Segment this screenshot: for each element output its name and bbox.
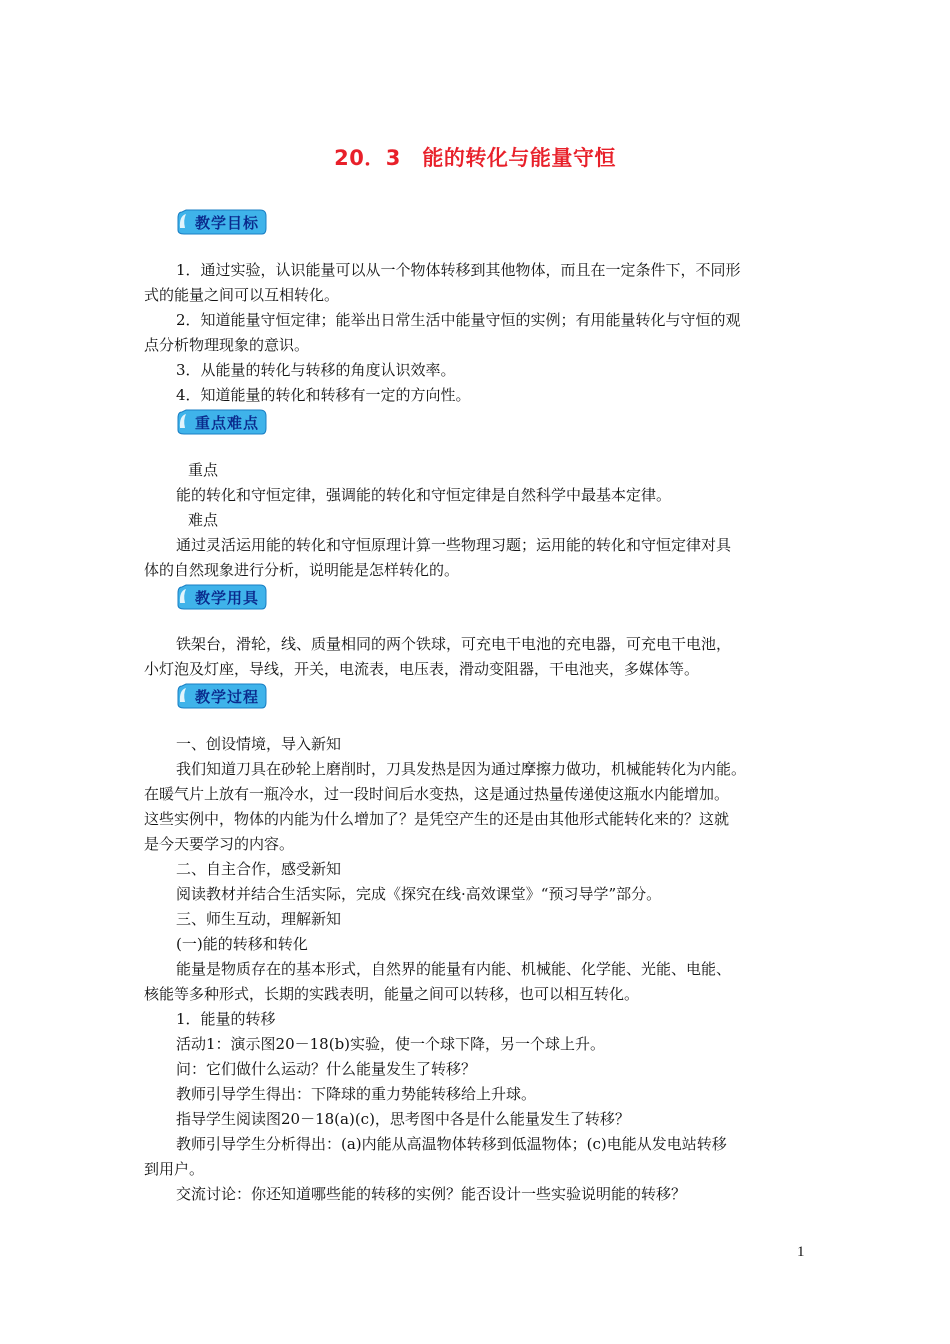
process-line-1: 一、创设情境，导入新知 bbox=[176, 735, 342, 753]
section-label-key: 重点难点 bbox=[194, 413, 259, 432]
section-label-process: 教学过程 bbox=[194, 687, 259, 706]
process-line-17: 教师引导学生分析得出：(a)内能从高温物体转移到低温物体；(c)电能从发电站转移 bbox=[176, 1135, 727, 1153]
process-line-12: 1．能量的转移 bbox=[176, 1010, 276, 1028]
process-line-4: 这些实例中，物体的内能为什么增加了？是凭空产生的还是由其他形式能转化来的？这就 bbox=[144, 810, 730, 828]
key-line-4: 通过灵活运用能的转化和守恒原理计算一些物理习题；运用能的转化和守恒定律对具 bbox=[176, 536, 732, 554]
process-line-3: 在暖气片上放有一瓶冷水，过一段时间后水变热，这是通过热量传递使这瓶水内能增加。 bbox=[144, 785, 730, 803]
process-line-16: 指导学生阅读图20－18(a)(c)，思考图中各是什么能量发生了转移？ bbox=[176, 1110, 630, 1128]
key-line-5: 体的自然现象进行分析，说明能是怎样转化的。 bbox=[144, 561, 460, 579]
process-line-13: 活动1：演示图20－18(b)实验，使一个球下降，另一个球上升。 bbox=[176, 1035, 606, 1053]
page-title: 20．3 能的转化与能量守恒 bbox=[334, 146, 616, 170]
process-line-14: 问：它们做什么运动？什么能量发生了转移？ bbox=[176, 1060, 477, 1078]
process-line-8: 三、师生互动，理解新知 bbox=[176, 910, 342, 928]
process-line-19: 交流讨论：你还知道哪些能的转移的实例？能否设计一些实验说明能的转移？ bbox=[176, 1185, 687, 1203]
key-line-2: 能的转化和守恒定律，强调能的转化和守恒定律是自然科学中最基本定律。 bbox=[176, 486, 672, 504]
process-line-2: 我们知道刀具在砂轮上磨削时，刀具发热是因为通过摩擦力做功，机械能转化为内能。 bbox=[176, 760, 747, 778]
process-line-18: 到用户。 bbox=[144, 1160, 205, 1178]
tools-line-2: 小灯泡及灯座，导线，开关，电流表，电压表，滑动变阻器，干电池夹，多媒体等。 bbox=[144, 660, 700, 678]
process-line-11: 核能等多种形式，长期的实践表明，能量之间可以转移，也可以相互转化。 bbox=[144, 985, 640, 1003]
goals-line-1: 1．通过实验，认识能量可以从一个物体转移到其他物体，而且在一定条件下，不同形 bbox=[176, 261, 741, 279]
tools-line-1: 铁架台，滑轮，线、质量相同的两个铁球，可充电干电池的充电器，可充电干电池， bbox=[176, 635, 732, 653]
process-line-9: (一)能的转移和转化 bbox=[176, 935, 308, 953]
process-line-7: 阅读教材并结合生活实际，完成《探究在线·高效课堂》“预习导学”部分。 bbox=[176, 885, 662, 903]
process-line-10: 能量是物质存在的基本形式，自然界的能量有内能、机械能、化学能、光能、电能、 bbox=[176, 960, 732, 978]
goals-line-3: 2．知道能量守恒定律；能举出日常生活中能量守恒的实例；有用能量转化与守恒的观 bbox=[176, 311, 741, 329]
goals-line-4: 点分析物理现象的意识。 bbox=[144, 336, 310, 354]
section-badge-process bbox=[176, 682, 268, 710]
key-line-3: 难点 bbox=[188, 511, 219, 529]
process-line-15: 教师引导学生得出：下降球的重力势能转移给上升球。 bbox=[176, 1085, 537, 1103]
process-line-5: 是今天要学习的内容。 bbox=[144, 835, 295, 853]
key-line-1: 重点 bbox=[188, 461, 219, 479]
section-label-goals: 教学目标 bbox=[194, 213, 259, 232]
page-number: 1 bbox=[797, 1244, 805, 1260]
goals-line-6: 4．知道能量的转化和转移有一定的方向性。 bbox=[176, 386, 471, 404]
section-label-tools: 教学用具 bbox=[194, 588, 259, 607]
section-badge-key bbox=[176, 408, 268, 436]
section-badge-tools bbox=[176, 583, 268, 611]
section-badge-goals bbox=[176, 208, 268, 236]
goals-line-5: 3．从能量的转化与转移的角度认识效率。 bbox=[176, 361, 456, 379]
goals-line-2: 式的能量之间可以互相转化。 bbox=[144, 286, 340, 304]
process-line-6: 二、自主合作，感受新知 bbox=[176, 860, 342, 878]
